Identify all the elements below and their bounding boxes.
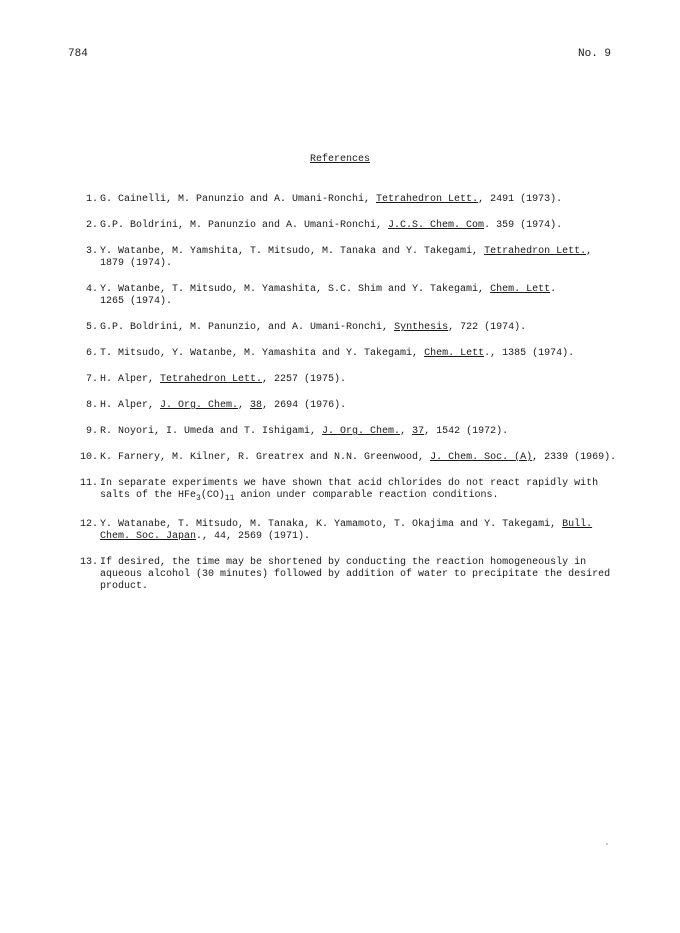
- reference-number: 11.: [79, 478, 98, 489]
- reference-text: [100, 246, 626, 270]
- reference-number: 8.: [85, 400, 98, 411]
- citation-details: .: [550, 284, 557, 295]
- reference-text: [100, 452, 626, 464]
- reference-number: 5.: [85, 322, 98, 333]
- citation-details: , 1542 (1972).: [424, 426, 509, 437]
- reference-authors: H. Alper,: [100, 374, 161, 385]
- reference-number: 13.: [79, 557, 98, 568]
- reference-item-10: [66, 452, 626, 464]
- scan-speck: [606, 843, 608, 845]
- reference-item-11: [66, 478, 626, 505]
- page-number: 784: [68, 48, 88, 60]
- citation-separator: ,: [400, 426, 413, 437]
- journal-name: J. Chem. Soc. (A): [430, 452, 533, 463]
- issue-number: No. 9: [578, 48, 612, 60]
- reference-authors: H. Alper,: [100, 400, 161, 411]
- reference-text: [100, 348, 626, 360]
- reference-text: [100, 322, 626, 334]
- journal-name: Tetrahedron Lett.: [484, 246, 587, 257]
- note-text-line-1: In separate experiments we have shown that acid chlorides do not react rapidly with: [100, 478, 599, 489]
- reference-number: 9.: [85, 426, 98, 437]
- journal-name: Synthesis: [394, 322, 449, 333]
- reference-item-12: [66, 519, 626, 543]
- citation-details-continued: 1879 (1974).: [100, 258, 173, 269]
- citation-details: , 2694 (1976).: [262, 400, 347, 411]
- reference-number: 6.: [85, 348, 98, 359]
- reference-authors: R. Noyori, I. Umeda and T. Ishigami,: [100, 426, 323, 437]
- citation-details: , 2491 (1973).: [478, 194, 563, 205]
- reference-text: [100, 374, 626, 386]
- reference-authors: Y. Watanabe, T. Mitsudo, M. Tanaka, K. Yamamoto, T. Okajima and Y. Takegami,: [100, 519, 563, 530]
- reference-authors: K. Farnery, M. Kilner, R. Greatrex and N.N. Greenwood,: [100, 452, 431, 463]
- reference-number: 1.: [85, 194, 98, 205]
- reference-authors: T. Mitsudo, Y. Watanbe, M. Yamashita and Y. Takegami,: [100, 348, 425, 359]
- reference-item-9: [66, 426, 626, 438]
- citation-details-continued: 1265 (1974).: [100, 296, 173, 307]
- journal-name: J. Org. Chem.: [160, 400, 239, 411]
- reference-list: [66, 194, 626, 593]
- reference-number: 4.: [85, 284, 98, 295]
- reference-text: [100, 220, 626, 232]
- references-heading: [0, 154, 680, 165]
- citation-details: , 2257 (1975).: [262, 374, 347, 385]
- note-text-line-1: If desired, the time may be shortened by conducting the reaction homogeneously in: [100, 557, 587, 568]
- citation-details: ,: [586, 246, 593, 257]
- journal-name: Tetrahedron Lett.: [376, 194, 479, 205]
- citation-details: , 2339 (1969).: [532, 452, 617, 463]
- reference-text: [100, 478, 626, 505]
- reference-item-13: [66, 557, 626, 593]
- reference-authors: G.P. Boldrini, M. Panunzio, and A. Umani-Ronchi,: [100, 322, 395, 333]
- journal-name: J. Org. Chem.: [322, 426, 401, 437]
- reference-authors: G. Cainelli, M. Panunzio and A. Umani-Ronchi,: [100, 194, 377, 205]
- reference-authors: Y. Watanbe, T. Mitsudo, M. Yamashita, S.C. Shim and Y. Takegami,: [100, 284, 491, 295]
- references-heading-text: References: [309, 154, 370, 165]
- note-text-line-2b: (CO): [200, 490, 225, 501]
- volume-number: 38: [250, 400, 263, 411]
- journal-name: Chem. Lett: [424, 348, 485, 359]
- note-text-line-2c: anion under comparable reaction conditions.: [234, 490, 499, 501]
- journal-name: J.C.S. Chem. Com: [388, 220, 485, 231]
- reference-item-8: [66, 400, 626, 412]
- citation-details: ., 1385 (1974).: [484, 348, 575, 359]
- reference-authors: Y. Watanbe, M. Yamshita, T. Mitsudo, M. Tanaka and Y. Takegami,: [100, 246, 485, 257]
- journal-name: Tetrahedron Lett.: [160, 374, 263, 385]
- reference-text: [100, 426, 626, 438]
- reference-text: [100, 400, 626, 412]
- citation-details: . 359 (1974).: [484, 220, 563, 231]
- reference-authors: G.P. Boldrini, M. Panunzio and A. Umani-Ronchi,: [100, 220, 389, 231]
- reference-item-1: [66, 194, 626, 206]
- reference-item-6: [66, 348, 626, 360]
- journal-name: Bull.: [562, 519, 593, 530]
- reference-item-5: [66, 322, 626, 334]
- reference-number: 12.: [79, 519, 98, 530]
- subscript: 3: [196, 494, 201, 503]
- reference-number: 2.: [85, 220, 98, 231]
- reference-text: [100, 284, 626, 308]
- citation-separator: ,: [238, 400, 251, 411]
- note-text-line-2a: salts of the HFe: [100, 490, 197, 501]
- note-text-line-2: aqueous alcohol (30 minutes) followed by addition of water to precipitate the desired: [100, 569, 611, 580]
- reference-item-3: [66, 246, 626, 270]
- reference-item-2: [66, 220, 626, 232]
- journal-name: Chem. Lett: [490, 284, 551, 295]
- note-text-line-3: product.: [100, 581, 149, 592]
- subscript: 11: [224, 494, 235, 503]
- reference-text: [100, 194, 626, 206]
- volume-number: 37: [412, 426, 425, 437]
- reference-text: [100, 557, 626, 593]
- citation-details: , 722 (1974).: [448, 322, 527, 333]
- reference-number: 3.: [85, 246, 98, 257]
- reference-item-7: [66, 374, 626, 386]
- reference-number: 10.: [79, 452, 98, 463]
- citation-details: ., 44, 2569 (1971).: [196, 531, 311, 542]
- journal-name-continued: Chem. Soc. Japan: [100, 531, 197, 542]
- reference-text: [100, 519, 626, 543]
- reference-item-4: [66, 284, 626, 308]
- reference-number: 7.: [85, 374, 98, 385]
